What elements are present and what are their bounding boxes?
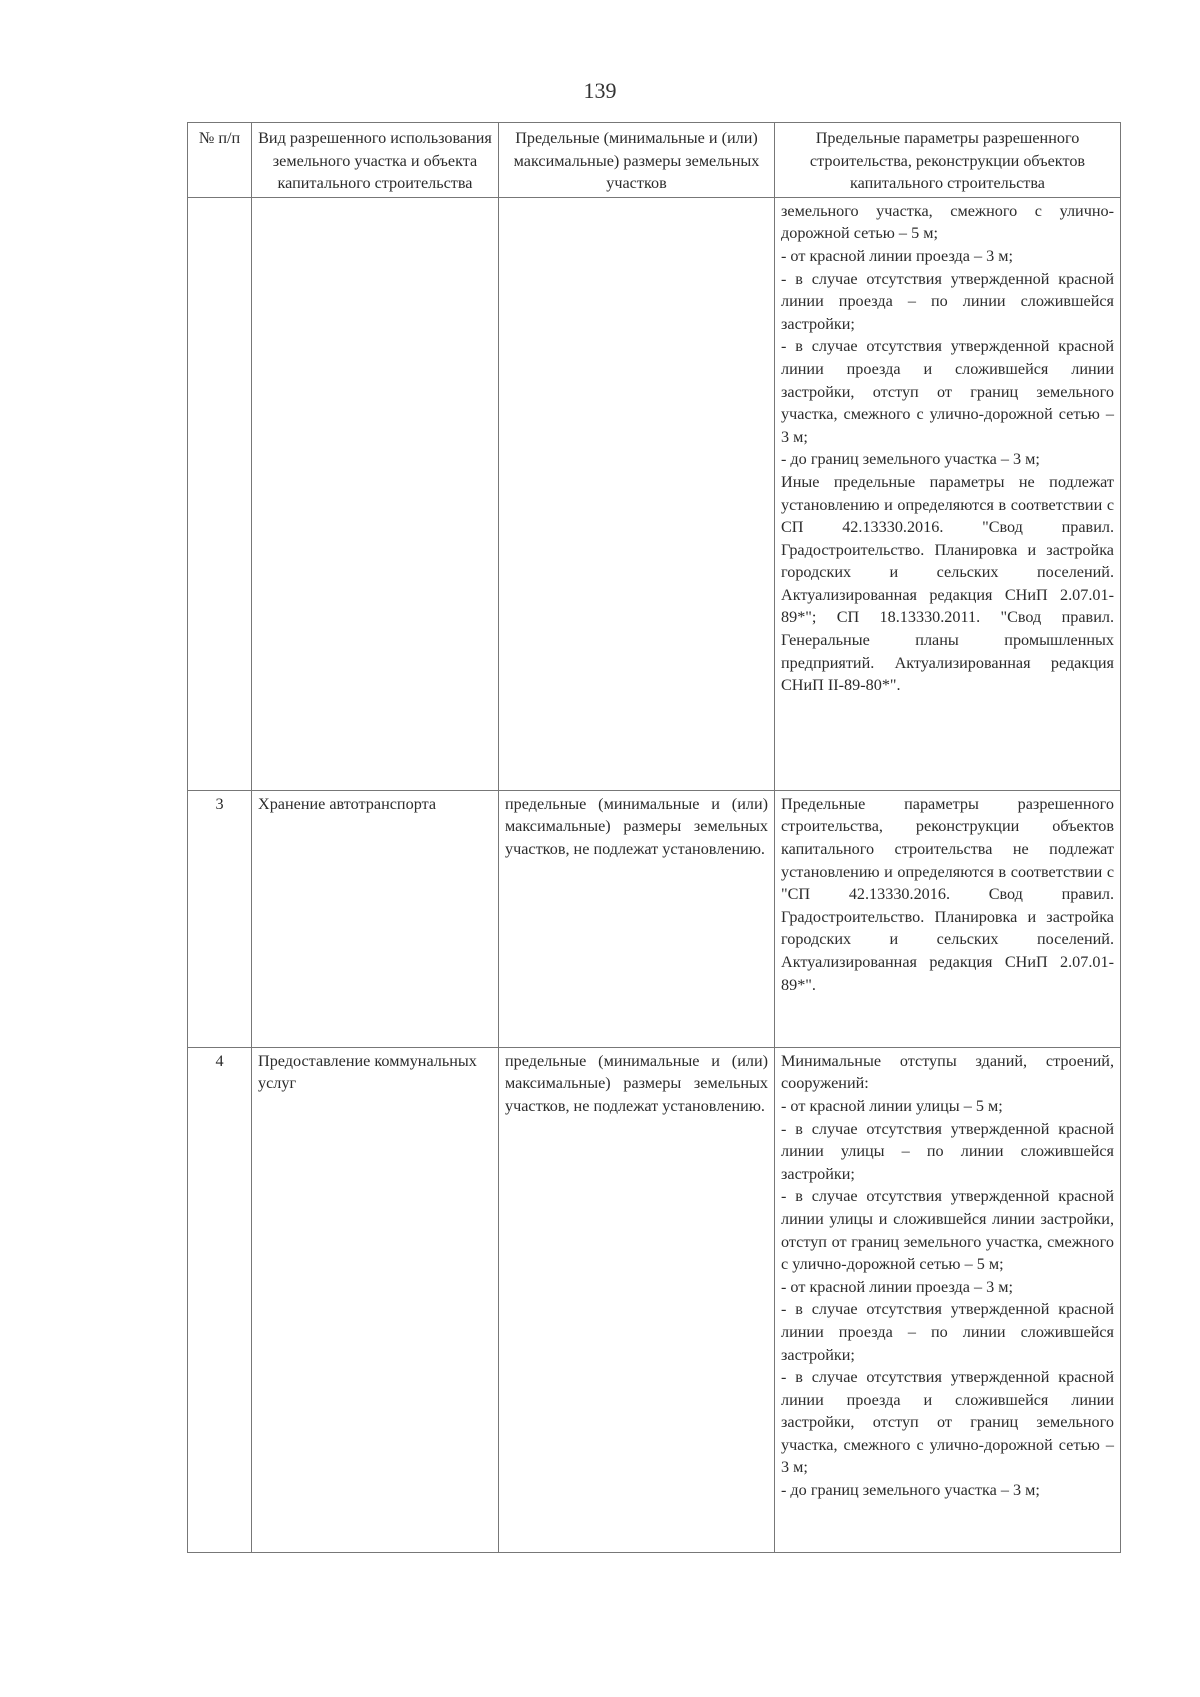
header-use-type: Вид разрешенного использования земельного участка и объекта капитального строительства — [252, 123, 499, 198]
table-row — [188, 1047, 1121, 1552]
param-line: Предельные параметры разрешенного строительства, реконструкции объектов капитального строительства не подлежат установлению и определяются в соответствии с "СП 42.13330.2016. Свод правил. Градостроительство. Планировка и застройка городских и сельских поселений. Актуализированная редакция СНиП 2.07.01-89*". — [781, 794, 1114, 994]
param-line: - от красной линии проезда – 3 м; — [781, 1277, 1014, 1296]
param-line: - в случае отсутствия утвержденной красной линии проезда и сложившейся линии застройки, отступ от границ земельного участка, смежного с улично-дорожной сетью – 3 м; — [781, 1368, 1114, 1477]
param-line: - в случае отсутствия утвержденной красной линии проезда и сложившейся линии застройки, отступ от границ земельного участка, смежного с улично-дорожной сетью – 3 м; — [781, 337, 1114, 446]
param-line: Иные предельные параметры не подлежат установлению и определяются в соответствии с СП 42.13330.2016. "Свод правил. Градостроительство. Планировка и застройка городских и сельских поселений. Актуализированная редакция СНиП 2.07.01-89*"; СП 18.13330.2011. "Свод правил. Генеральные планы промышленных предприятий. Актуализированная редакция СНиП II-89-80*". — [781, 472, 1114, 695]
param-line: - до границ земельного участка – 3 м; — [781, 450, 1040, 469]
row-number: 3 — [188, 790, 252, 1047]
param-line: - в случае отсутствия утвержденной красной линии проезда – по линии сложившейся застройки; — [781, 269, 1114, 333]
row-use-type: Хранение автотранспорта — [252, 790, 499, 1047]
param-line: земельного участка, смежного с улично-дорожной сетью – 5 м; — [781, 201, 1114, 243]
param-line: Минимальные отступы зданий, строений, сооружений: — [781, 1051, 1114, 1093]
row-use-type — [252, 197, 499, 790]
regulations-table — [187, 122, 1121, 1553]
row-plot-sizes — [499, 197, 775, 790]
row-use-type: Предоставление коммунальных услуг — [252, 1047, 499, 1552]
row-plot-sizes: предельные (минимальные и (или) максимальные) размеры земельных участков, не подлежат установлению. — [499, 790, 775, 1047]
table-header-row — [188, 123, 1121, 198]
row-number — [188, 197, 252, 790]
param-line: - от красной линии проезда – 3 м; — [781, 246, 1014, 265]
param-line: - от красной линии улицы – 5 м; — [781, 1096, 1003, 1115]
param-line: - в случае отсутствия утвержденной красной линии улицы и сложившейся линии застройки, отступ от границ земельного участка, смежного с улично-дорожной сетью – 5 м; — [781, 1187, 1114, 1274]
param-line: - в случае отсутствия утвержденной красной линии проезда – по линии сложившейся застройки; — [781, 1300, 1114, 1364]
header-plot-sizes: Предельные (минимальные и (или) максимальные) размеры земельных участков — [499, 123, 775, 198]
row-construction-params — [775, 790, 1121, 1047]
header-number: № п/п — [188, 123, 252, 198]
table-row — [188, 790, 1121, 1047]
row-construction-params — [775, 197, 1121, 790]
param-line: - до границ земельного участка – 3 м; — [781, 1481, 1040, 1500]
row-number: 4 — [188, 1047, 252, 1552]
header-construction-params: Предельные параметры разрешенного строительства, реконструкции объектов капитального строительства — [775, 123, 1121, 198]
page-number: 139 — [583, 78, 617, 103]
row-construction-params — [775, 1047, 1121, 1552]
row-plot-sizes: предельные (минимальные и (или) максимальные) размеры земельных участков, не подлежат установлению. — [499, 1047, 775, 1552]
table-row — [188, 197, 1121, 790]
param-line: - в случае отсутствия утвержденной красной линии улицы – по линии сложившейся застройки; — [781, 1119, 1114, 1183]
